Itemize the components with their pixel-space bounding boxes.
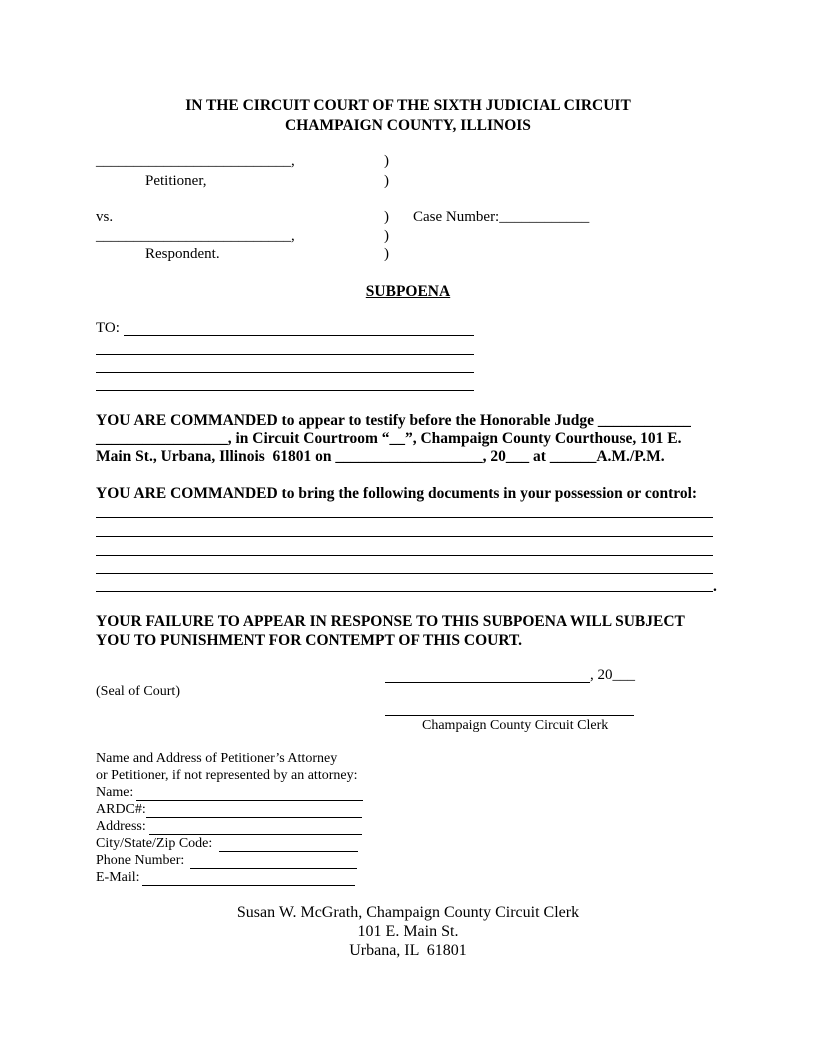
- case-number-field: Case Number:____________: [413, 209, 590, 225]
- county-heading: CHAMPAIGN COUNTY, ILLINOIS: [285, 117, 531, 134]
- command-appear-line: Main St., Urbana, Illinois 61801 on ___________________, 20___ at ______A.M./P.M.: [96, 448, 665, 465]
- attorney-city-label: City/State/Zip Code:: [96, 836, 213, 851]
- attorney-city-line: [219, 851, 358, 852]
- attorney-name-line: [136, 800, 363, 801]
- attorney-ardc-label: ARDC#:: [96, 802, 146, 817]
- attorney-heading: Name and Address of Petitioner’s Attorney: [96, 751, 338, 766]
- attorney-email-line: [142, 885, 355, 886]
- clerk-signature-line: [385, 715, 634, 716]
- command-appear-line: _________________, in Circuit Courtroom “__”, Champaign County Courthouse, 101 E.: [96, 430, 682, 447]
- command-documents-line: YOU ARE COMMANDED to bring the following documents in your possession or control:: [96, 485, 698, 502]
- attorney-address-label: Address:: [96, 819, 146, 834]
- to-line: [96, 372, 474, 373]
- documents-line: [96, 573, 713, 574]
- to-line: [96, 354, 474, 355]
- footer-address: 101 E. Main St.: [357, 923, 459, 940]
- documents-end-period: .: [713, 578, 717, 595]
- document-title: SUBPOENA: [365, 283, 451, 300]
- court-name-heading: IN THE CIRCUIT COURT OF THE SIXTH JUDICIAL CIRCUIT: [185, 97, 631, 114]
- date-year-suffix: , 20___: [590, 667, 635, 683]
- attorney-phone-label: Phone Number:: [96, 853, 185, 868]
- footer-clerk-name: Susan W. McGrath, Champaign County Circuit Clerk: [236, 904, 580, 921]
- warning-line: YOU TO PUNISHMENT FOR CONTEMPT OF THIS COURT.: [96, 632, 523, 649]
- caption-paren: ): [384, 246, 389, 262]
- to-line: [96, 390, 474, 391]
- seal-of-court: (Seal of Court): [96, 684, 180, 699]
- petitioner-label: Petitioner,: [145, 173, 207, 189]
- caption-paren: ): [384, 228, 389, 244]
- respondent-blank: __________________________,: [96, 228, 295, 244]
- respondent-label: Respondent.: [145, 246, 220, 262]
- attorney-name-label: Name:: [96, 785, 134, 800]
- documents-line: [96, 591, 713, 592]
- documents-line: [96, 517, 713, 518]
- caption-paren: ): [384, 173, 389, 189]
- attorney-email-label: E-Mail:: [96, 870, 140, 885]
- documents-line: [96, 555, 713, 556]
- caption-paren: ): [384, 209, 389, 225]
- command-appear-line: YOU ARE COMMANDED to appear to testify before the Honorable Judge ____________: [96, 412, 691, 429]
- date-line: [385, 682, 590, 683]
- attorney-phone-line: [190, 868, 357, 869]
- attorney-heading: or Petitioner, if not represented by an attorney:: [96, 768, 358, 783]
- attorney-ardc-line: [146, 817, 362, 818]
- vs-label: vs.: [96, 209, 114, 225]
- warning-line: YOUR FAILURE TO APPEAR IN RESPONSE TO THIS SUBPOENA WILL SUBJECT: [96, 613, 685, 630]
- clerk-title: Champaign County Circuit Clerk: [422, 718, 609, 733]
- to-label: TO:: [96, 320, 120, 336]
- footer-city: Urbana, IL 61801: [349, 942, 467, 959]
- attorney-address-line: [149, 834, 362, 835]
- caption-paren: ): [384, 153, 389, 169]
- documents-line: [96, 536, 713, 537]
- to-line: [124, 335, 474, 336]
- petitioner-blank: __________________________,: [96, 153, 295, 169]
